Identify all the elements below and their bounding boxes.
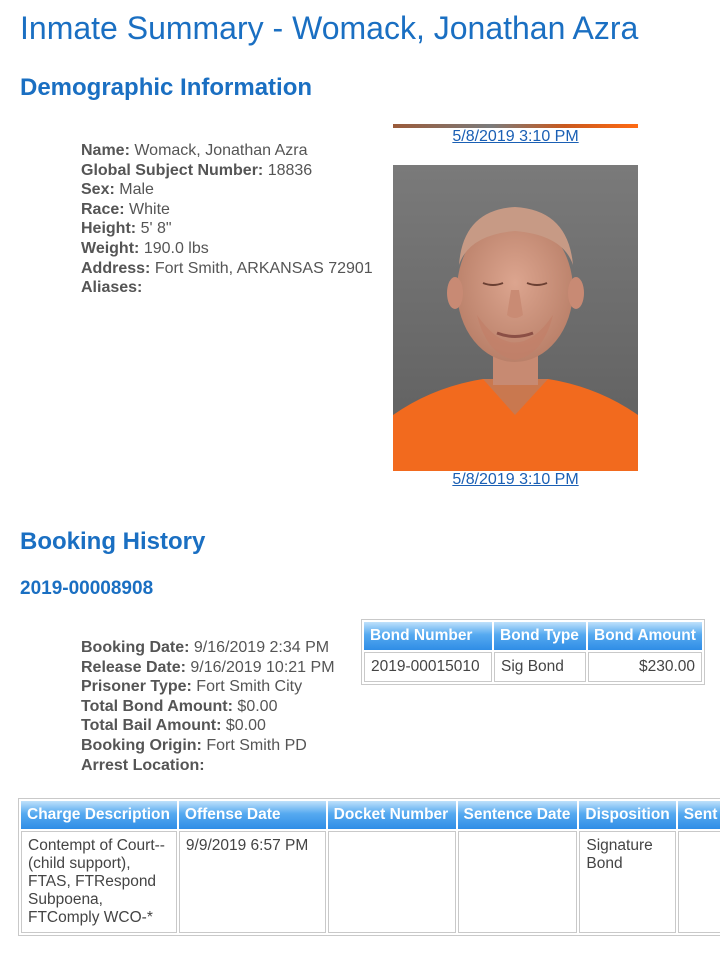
bond-amount-header[interactable]: Bond Amount: [588, 622, 702, 650]
field-address: Address: Fort Smith, ARKANSAS 72901: [81, 259, 373, 277]
disposition-cell: Signature Bond: [579, 831, 675, 933]
field-booking-origin: Booking Origin: Fort Smith PD: [81, 736, 307, 754]
field-global-subject-number: Global Subject Number: 18836: [81, 161, 313, 179]
booking-info: [81, 638, 335, 775]
docket-number-header[interactable]: Docket Number: [328, 801, 456, 829]
sentence-date-cell: [458, 831, 578, 933]
bond-number-cell: 2019-00015010: [364, 652, 492, 682]
docket-number-cell: [328, 831, 456, 933]
offense-date-cell: 9/9/2019 6:57 PM: [179, 831, 326, 933]
table-row: [364, 652, 702, 682]
charge-table: [18, 798, 720, 936]
table-row: [21, 831, 720, 933]
field-release-date: Release Date: 9/16/2019 10:21 PM: [81, 658, 335, 676]
field-total-bail-amount: Total Bail Amount: $0.00: [81, 717, 266, 735]
disposition-header[interactable]: Disposition: [579, 801, 675, 829]
charge-description-header[interactable]: Charge Description: [21, 801, 177, 829]
bond-table: [361, 619, 705, 685]
demographic-heading: Demographic Information: [20, 74, 313, 101]
field-height: Height: 5' 8": [81, 220, 172, 238]
sentence-header[interactable]: Sent: [678, 801, 720, 829]
photo-date-link-bottom[interactable]: 5/8/2019 3:10 PM: [452, 471, 579, 488]
page-title: Inmate Summary - Womack, Jonathan Azra: [20, 10, 639, 46]
bond-amount-cell: $230.00: [588, 652, 702, 682]
sentence-date-header[interactable]: Sentence Date: [458, 801, 578, 829]
photo-date-link-top[interactable]: 5/8/2019 3:10 PM: [452, 128, 579, 145]
demographic-info: [81, 141, 373, 298]
mugshot-photo[interactable]: [393, 165, 638, 471]
booking-history-heading: Booking History: [20, 528, 206, 555]
field-name: Name: Womack, Jonathan Azra: [81, 142, 308, 159]
charge-description-cell: Contempt of Court--(child support), FTAS, FTRespond Subpoena, FTComply WCO-*: [21, 831, 177, 933]
bond-number-header[interactable]: Bond Number: [364, 622, 492, 650]
field-race: Race: White: [81, 200, 170, 218]
booking-number: 2019-00008908: [20, 578, 154, 599]
field-aliases: Aliases:: [81, 279, 143, 297]
charge-table-header: [21, 801, 720, 829]
bond-type-header[interactable]: Bond Type: [494, 622, 586, 650]
field-weight: Weight: 190.0 lbs: [81, 239, 209, 257]
mugshot-image: [393, 165, 638, 471]
field-booking-date: Booking Date: 9/16/2019 2:34 PM: [81, 639, 330, 656]
bond-table-header: [364, 622, 702, 650]
field-arrest-location: Arrest Location:: [81, 756, 205, 774]
field-prisoner-type: Prisoner Type: Fort Smith City: [81, 678, 303, 696]
offense-date-header[interactable]: Offense Date: [179, 801, 326, 829]
sentence-cell: [678, 831, 720, 933]
field-sex: Sex: Male: [81, 181, 154, 199]
field-total-bond-amount: Total Bond Amount: $0.00: [81, 697, 278, 715]
bond-type-cell: Sig Bond: [494, 652, 586, 682]
